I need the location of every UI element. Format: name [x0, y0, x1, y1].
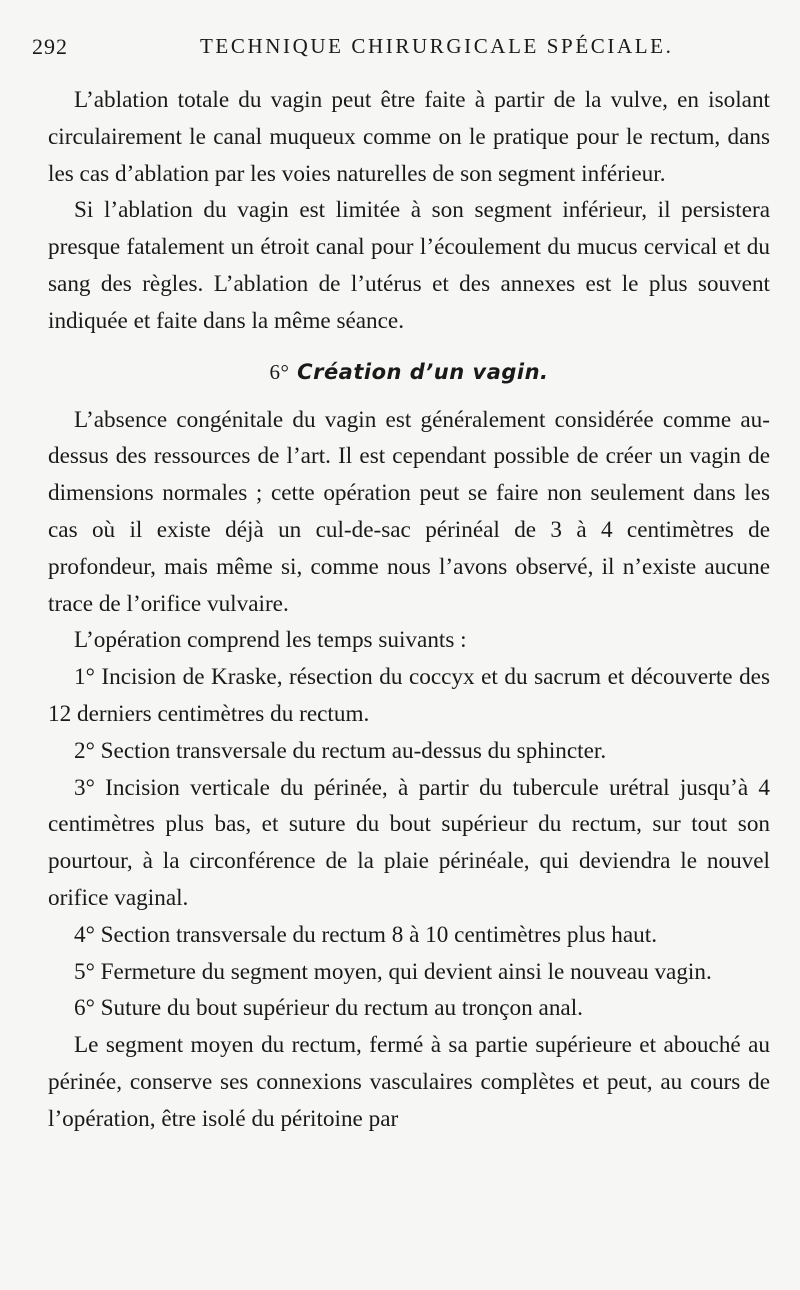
list-item: 3° Incision verticale du périnée, à partir du tubercule urétral jusqu’à 4 centimètres plus bas, et suture du bout supérieur du rectum, sur tout son pourtour, à la circonférence de la plaie périnéale, qui deviendra le nouvel orifice vaginal.: [48, 774, 770, 911]
section-heading: [48, 356, 770, 388]
page-header: [0, 34, 800, 64]
paragraph: Le segment moyen du rectum, fermé à sa partie supérieure et abouché au périnée, conserve ses connexions vasculaires complètes et peut, au cours de l’opération, être isolé du péritoine par: [48, 1032, 770, 1132]
section-title: Création d’un vagin.: [297, 359, 549, 384]
page-number: 292: [32, 34, 68, 59]
list-item: 6° Suture du bout supérieur du rectum au tronçon anal.: [74, 995, 583, 1022]
paragraph: L’ablation totale du vagin peut être faite à partir de la vulve, en isolant circulairement le canal muqueux comme on le pratique pour le rectum, dans les cas d’ablation par les voies naturelles de son segment inférieur.: [48, 87, 770, 187]
paragraph: L’absence congénitale du vagin est généralement considérée comme au-dessus des ressources de l’art. Il est cependant possible de créer un vagin de dimensions normales ; cette opération peut se faire non seulement dans les cas où il existe déjà un cul-de-sac périnéal de 3 à 4 centimètres de profondeur, mais même si, comme nous l’avons observé, il n’existe aucune trace de l’orifice vulvaire.: [48, 406, 770, 617]
section-number: 6°: [269, 359, 290, 384]
paragraph: Si l’ablation du vagin est limitée à son segment inférieur, il persistera presque fatalement un étroit canal pour l’écoulement du mucus cervical et du sang des règles. L’ablation de l’utérus et des annexes est le plus souvent indiquée et faite dans la même séance.: [48, 197, 770, 334]
paragraph: L’opération comprend les temps suivants :: [74, 627, 467, 654]
list-item: 5° Fermeture du segment moyen, qui devient ainsi le nouveau vagin.: [74, 958, 712, 985]
running-title: TECHNIQUE CHIRURGICALE SPÉCIALE.: [200, 34, 674, 58]
list-item: 1° Incision de Kraske, résection du coccyx et du sacrum et découverte des 12 derniers centimètres du rectum.: [48, 664, 770, 727]
list-item: 2° Section transversale du rectum au-dessus du sphincter.: [74, 737, 607, 764]
body-text: [48, 82, 770, 1138]
list-item: 4° Section transversale du rectum 8 à 10 centimètres plus haut.: [74, 921, 657, 948]
